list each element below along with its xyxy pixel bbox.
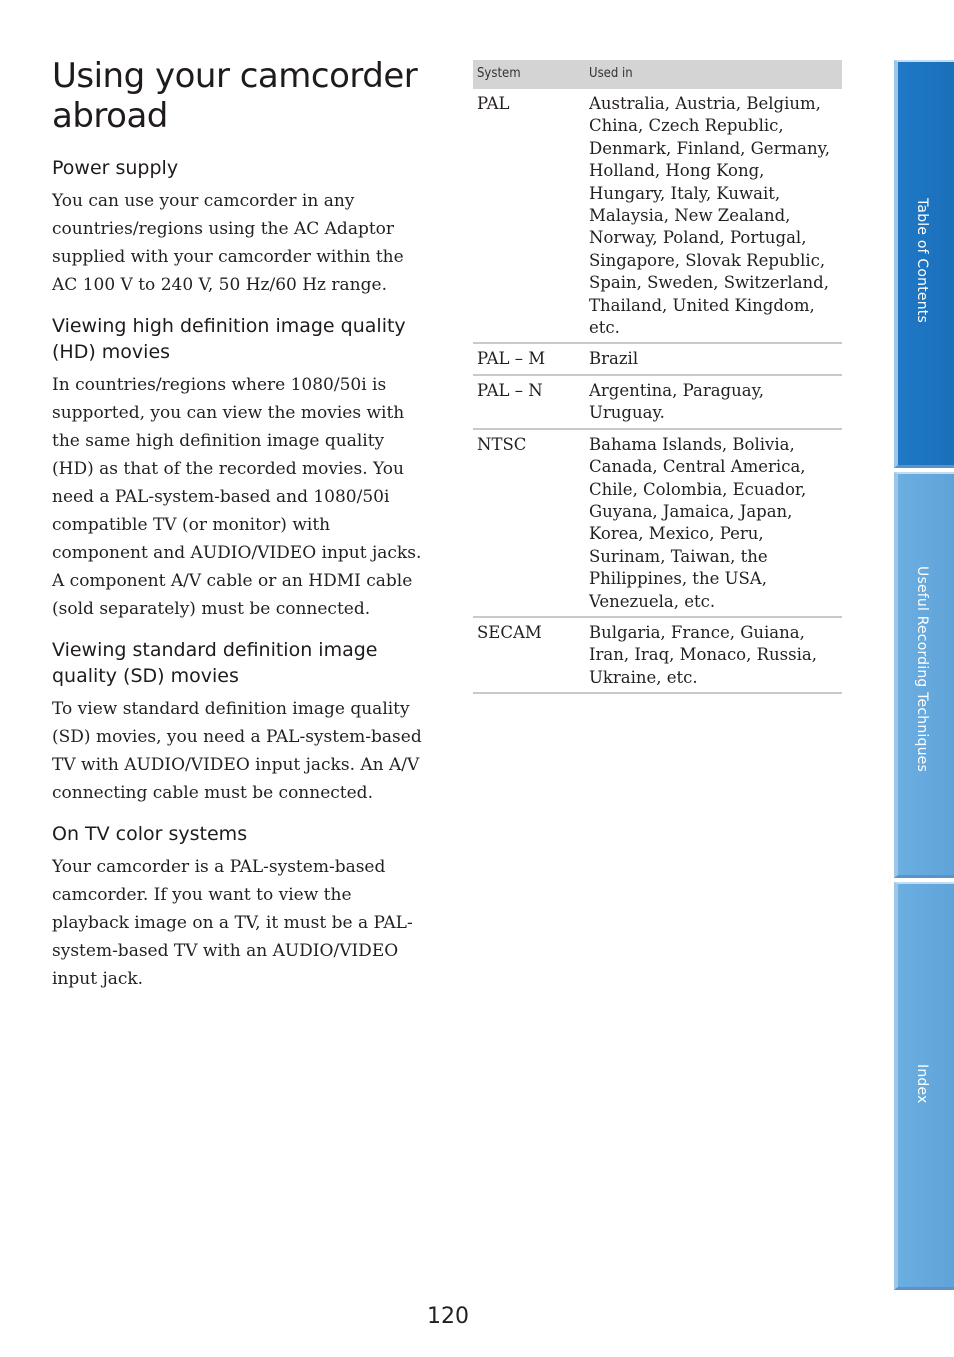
tab-label: Index [914, 1064, 930, 1104]
side-navigation [894, 60, 954, 1290]
system-cell: PAL – M [473, 343, 585, 374]
table-row [473, 429, 842, 617]
column-header-system: System [473, 60, 585, 89]
section-heading: Power supply [52, 157, 179, 179]
table-row [473, 89, 842, 343]
page-number: 120 [427, 1304, 469, 1329]
used-in-cell: Australia, Austria, Belgium, China, Czech Republic, Denmark, Finland, Germany, Holland, Hong Kong, Hungary, Italy, Kuwait, Malaysia, New Zealand, Norway, Poland, Portugal, Singapore, Slovak Republic, Spain, Sweden, Switzerland, Thailand, United Kingdom, etc. [585, 89, 842, 343]
column-header-used-in: Used in [585, 60, 842, 89]
table-header-row [473, 60, 842, 89]
system-cell: SECAM [473, 617, 585, 693]
section-hd-movies [52, 313, 427, 623]
table-row [473, 343, 842, 374]
page-title: Using your camcorder abroad [52, 56, 418, 136]
section-body: You can use your camcorder in any countries/regions using the AC Adaptor supplied with your camcorder within the AC 100 V to 240 V, 50 Hz/60 Hz range. [52, 191, 404, 295]
used-in-cell: Bulgaria, France, Guiana, Iran, Iraq, Monaco, Russia, Ukraine, etc. [585, 617, 842, 693]
tab-useful-recording-techniques[interactable] [894, 472, 954, 878]
used-in-cell: Bahama Islands, Bolivia, Canada, Central America, Chile, Colombia, Ecuador, Guyana, Jamaica, Japan, Korea, Mexico, Peru, Surinam, Taiwan, the Philippines, the USA, Venezuela, etc. [585, 429, 842, 617]
tab-label: Useful Recording Techniques [914, 566, 930, 772]
main-content [52, 155, 427, 1007]
system-cell: PAL – N [473, 375, 585, 429]
system-cell: NTSC [473, 429, 585, 617]
section-heading: On TV color systems [52, 823, 248, 845]
used-in-cell: Brazil [585, 343, 842, 374]
tab-label: Table of Contents [914, 198, 930, 323]
section-body: Your camcorder is a PAL-system-based camcorder. If you want to view the playback image on a TV, it must be a PAL-system-based TV with an AUDIO/VIDEO input jack. [52, 857, 413, 989]
section-sd-movies [52, 637, 427, 807]
section-body: To view standard definition image quality (SD) movies, you need a PAL-system-based TV with AUDIO/VIDEO input jacks. An A/V connecting cable must be connected. [52, 699, 422, 803]
section-heading: Viewing high definition image quality (HD) movies [52, 315, 406, 363]
section-heading: Viewing standard definition image quality (SD) movies [52, 639, 378, 687]
tv-color-systems-table [473, 60, 842, 694]
section-tv-color-systems [52, 821, 427, 993]
system-cell: PAL [473, 89, 585, 343]
section-power-supply [52, 155, 427, 299]
table-row [473, 617, 842, 693]
section-body: In countries/regions where 1080/50i is supported, you can view the movies with the same high definition image quality (HD) as that of the recorded movies. You need a PAL-system-based and 1080/50i compatible TV (or monitor) with component and AUDIO/VIDEO input jacks. A component A/V cable or an HDMI cable (sold separately) must be connected. [52, 375, 422, 619]
tab-table-of-contents[interactable] [894, 60, 954, 468]
tab-index[interactable] [894, 882, 954, 1290]
used-in-cell: Argentina, Paraguay, Uruguay. [585, 375, 842, 429]
table-row [473, 375, 842, 429]
